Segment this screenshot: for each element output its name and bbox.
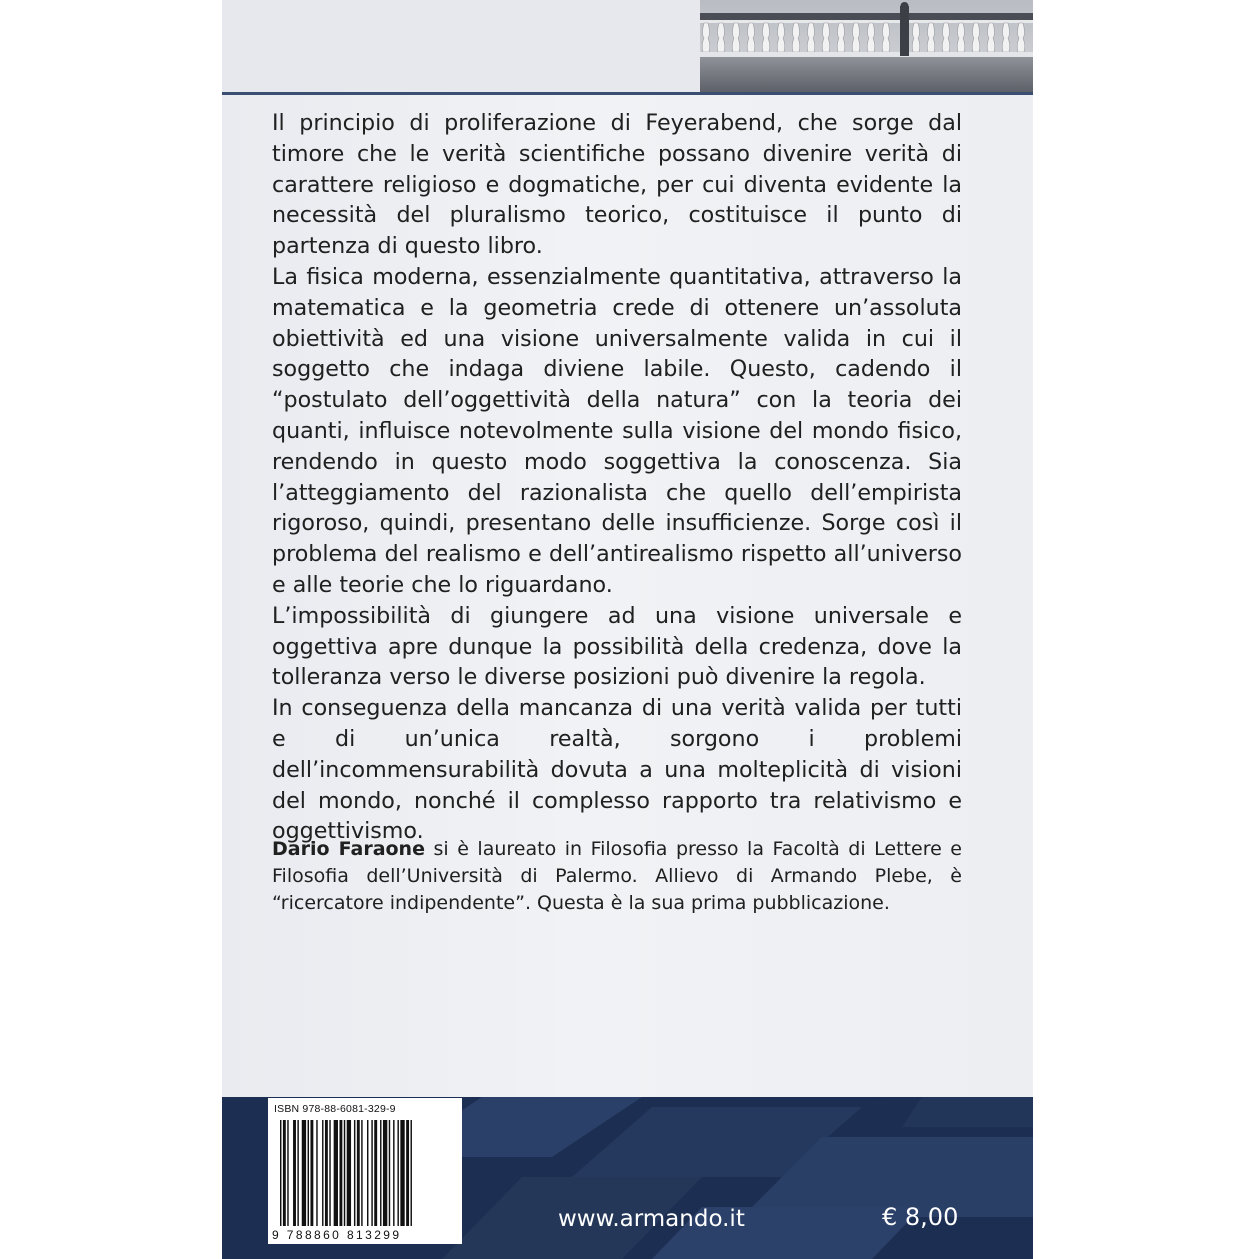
baluster: [777, 23, 785, 52]
barcode-bar: [400, 1120, 404, 1226]
baluster: [762, 23, 770, 52]
baluster: [852, 23, 860, 52]
barcode-bar: [371, 1120, 372, 1226]
barcode-bar: [287, 1120, 288, 1226]
back-cover: [222, 0, 1033, 1259]
baluster: [1017, 23, 1025, 52]
barcode-bar: [322, 1120, 323, 1226]
baluster: [747, 23, 755, 52]
barcode-bar: [308, 1120, 309, 1226]
barcode-bar: [347, 1120, 351, 1226]
barcode-bar: [367, 1120, 368, 1226]
baluster: [717, 23, 725, 52]
barcode-bar: [316, 1120, 317, 1226]
barcode-bar: [380, 1120, 381, 1226]
blurb-paragraph: La fisica moderna, essenzialmente quantitativa, attraverso la matematica e la geometria crede di ottenere un’assoluta obiettività ed una visione universalmente valida in cui il soggetto che indaga diviene labile. Questo, cadendo il “postulato dell’oggettività della natura” con la teoria dei quanti, influisce notevolmente sulla visione del mondo fisico, rendendo in questo modo soggettiva la conoscenza. Sia l’atteggiamento del razionalista che quello dell’empirista rigoroso, quindi, presentano delle insufficienze. Sorge così il problema del realismo e dell’antirealismo rispetto all’universo e alle teorie che lo riguardano.: [272, 263, 962, 598]
balustrade-photo: [700, 0, 1033, 92]
blurb-paragraph: Il principio di proliferazione di Feyerabend, che sorge dal timore che le verità scientifiche possano divenire verità di carattere religioso e dogmatiche, per cui diventa evidente la necessità del pluralismo teorico, costituisce il punto di partenza di questo libro.: [272, 110, 962, 260]
barcode-bar: [406, 1120, 409, 1226]
top-rule: [222, 92, 1033, 95]
barcode-bar: [397, 1120, 398, 1226]
barcode-bar: [357, 1120, 360, 1226]
baluster: [732, 23, 740, 52]
barcode-bar: [280, 1120, 281, 1226]
author-bio: [272, 836, 962, 917]
author-bio-text: si è laureato in Filosofia presso la Facoltà di Lettere e Filosofia dell’Università di Palermo. Allievo di Armando Plebe, è “ricercatore indipendente”. Questa è la sua prima pubblicazione.: [272, 838, 962, 914]
baluster: [807, 23, 815, 52]
barcode-bar: [283, 1120, 286, 1226]
barcode-bar: [297, 1120, 298, 1226]
baluster: [972, 23, 980, 52]
baluster: [942, 23, 950, 52]
barcode-bar: [339, 1120, 342, 1226]
barcode-bar: [383, 1120, 387, 1226]
barcode-bar: [393, 1120, 394, 1226]
barcode-bar: [302, 1120, 306, 1226]
baluster: [882, 23, 890, 52]
baluster: [912, 23, 920, 52]
blurb: [272, 108, 962, 847]
baluster: [702, 23, 710, 52]
barcode-bar: [325, 1120, 328, 1226]
isbn-text: ISBN 978-88-6081-329-9: [274, 1103, 396, 1115]
barcode-bar: [389, 1120, 390, 1226]
barcode-bar: [310, 1120, 313, 1226]
barcode-bar: [354, 1120, 355, 1226]
barcode-bar: [361, 1120, 362, 1226]
publisher-website: www.armando.it: [558, 1206, 745, 1232]
author-name: Dario Faraone: [272, 838, 425, 860]
barcode: [280, 1120, 458, 1226]
barcode-bar: [293, 1120, 296, 1226]
barcode-label: [268, 1098, 462, 1244]
baluster: [927, 23, 935, 52]
barcode-digits: 9 788860 813299: [272, 1228, 402, 1242]
barcode-bar: [334, 1120, 338, 1226]
barcode-bar: [374, 1120, 377, 1226]
baluster: [1002, 23, 1010, 52]
baluster: [837, 23, 845, 52]
barcode-bar: [411, 1120, 412, 1226]
price: € 8,00: [882, 1203, 959, 1231]
blurb-paragraph: L’impossibilità di giungere ad una visione universale e oggettiva apre dunque la possibilità della credenza, dove la tolleranza verso le diverse posizioni può divenire la regola.: [272, 602, 962, 691]
blurb-paragraph: In conseguenza della mancanza di una verità valida per tutti e di un’unica realtà, sorgono i problemi dell’incommensurabilità dovuta a una molteplicità di visioni del mondo, nonché il complesso rapporto tra relativismo e oggettivismo.: [272, 695, 962, 845]
baluster: [822, 23, 830, 52]
baluster: [792, 23, 800, 52]
baluster: [957, 23, 965, 52]
baluster: [987, 23, 995, 52]
barcode-bar: [344, 1120, 345, 1226]
barcode-bar: [329, 1120, 330, 1226]
baluster: [867, 23, 875, 52]
